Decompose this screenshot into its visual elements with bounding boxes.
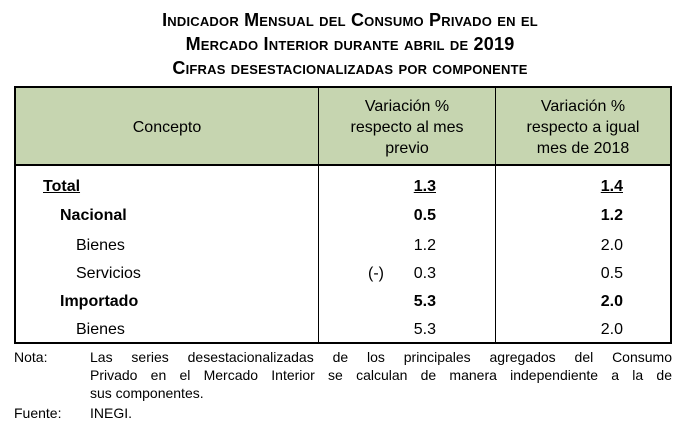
row-value-yoy: 1.4: [600, 178, 623, 195]
header-same-month-line-2: respecto a igual: [526, 118, 640, 136]
source-label: Fuente:: [14, 405, 62, 421]
row-label: Total: [43, 178, 81, 195]
header-prev-month-line-1: Variación %: [364, 97, 450, 115]
table-row-nacional: [16, 201, 670, 229]
title-line-1: Indicador Mensual del Consumo Privado en el: [162, 10, 538, 30]
table-row-total: [16, 172, 670, 200]
row-value-prev: 1.2: [413, 237, 436, 254]
header-prev-month-line-3: previo: [385, 139, 429, 157]
header-concept: [16, 90, 318, 164]
row-value-prev: 5.3: [413, 321, 436, 338]
title-line-2: Mercado Interior durante abril de 2019: [185, 34, 515, 54]
header-same-month-line-1: Variación %: [540, 97, 626, 115]
row-value-prev: 1.3: [413, 178, 436, 195]
header-concept-label: Concepto: [132, 118, 202, 136]
header-same-month-line-3: mes de 2018: [536, 139, 630, 157]
note-line-1: Las series desestacionalizadas de los principales agregados del Consumo: [90, 349, 672, 365]
header-same-month: [496, 90, 670, 164]
header-prev-month: [319, 90, 495, 164]
row-value-prev: 5.3: [413, 293, 436, 310]
row-value-prev: 0.5: [413, 207, 436, 224]
row-label: Importado: [60, 293, 139, 310]
table-row-bienes-importado: [16, 315, 670, 343]
row-negative-sign: (-): [368, 265, 384, 282]
row-value-yoy: 1.2: [600, 207, 623, 224]
row-value-prev: 0.3: [413, 265, 436, 282]
title-line-3: Cifras desestacionalizadas por componente: [172, 58, 528, 78]
source-value: INEGI.: [90, 405, 133, 421]
table-row-bienes: [16, 231, 670, 259]
row-value-yoy: 2.0: [600, 237, 623, 254]
note-line-3: sus componentes.: [90, 385, 204, 401]
note-line-2: Privado en el Mercado Interior se calculan de manera independiente a la de: [90, 367, 672, 383]
table-row-servicios: [16, 259, 670, 287]
header-prev-month-line-2: respecto al mes: [350, 118, 464, 136]
row-label: Bienes: [76, 321, 125, 338]
row-label: Nacional: [60, 207, 127, 224]
row-label: Servicios: [76, 265, 141, 282]
row-value-yoy: 0.5: [600, 265, 623, 282]
row-value-yoy: 2.0: [600, 321, 623, 338]
table-row-importado: [16, 287, 670, 315]
row-label: Bienes: [76, 237, 125, 254]
row-value-yoy: 2.0: [600, 293, 623, 310]
note-label: Nota:: [14, 349, 48, 365]
